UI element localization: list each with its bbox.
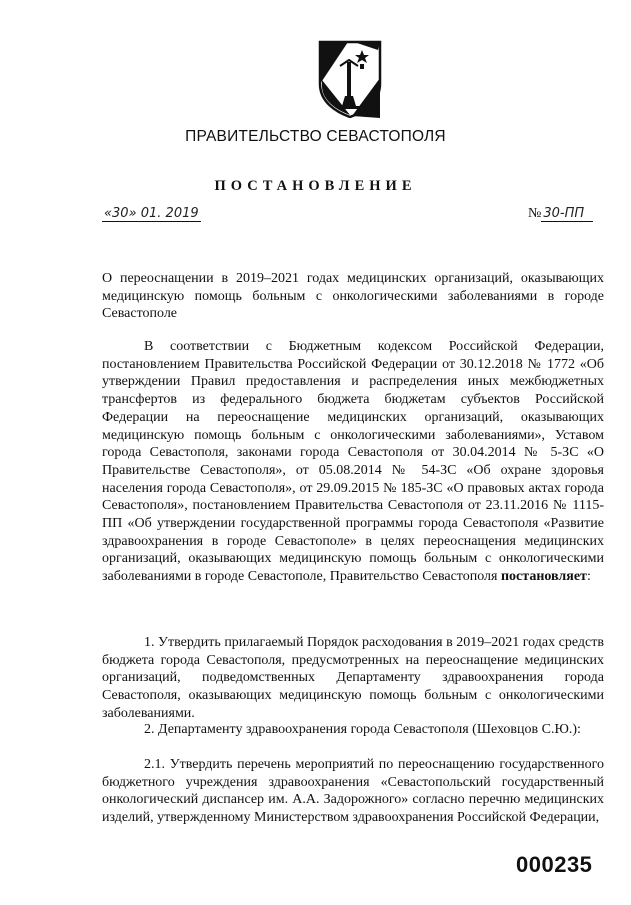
number-value: 30-ПП [541, 206, 593, 222]
preamble-text: В соответствии с Бюджетным кодексом Российской Федерации, постановлением Правительства Российской Федерации от 30.12.2018 № 1772 «Об утверждении Правил предоставления и распределения иных межбюджетных трансфертов из федерального бюджета бюджетам субъектов Российской Федерации на переоснащение медицинских организаций, оказывающих медицинскую помощь больным с онкологическими заболеваниями», Уставом города Севастополя, законами города Севастополя от 30.04.2014 № 5-ЗС «О Правительстве Севастополя», от 05.08.2014 № 54-ЗС «Об охране здоровья населения города Севастополя», от 29.09.2015 № 185-ЗС «О правовых актах города Севастополя», постановлением Правительства Севастополя от 23.11.2016 № 1115-ПП «Об утверждении государственной программы города Севастополя «Развитие здравоохранения в городе Севастополе» в целях переоснащения медицинских организаций, оказывающих медицинскую помощь больным с онкологическими заболеваниями в городе Севастополе, Правительство Севастополя [102, 339, 604, 585]
coat-of-arms-icon [318, 40, 382, 118]
number-prefix: № [528, 206, 542, 221]
document-subject: О переоснащении в 2019–2021 годах медицинских организаций, оказывающих медицинскую помощь больным с онкологическими заболеваниями в городе Севастополе [102, 271, 604, 322]
preamble-paragraph [102, 338, 604, 586]
paragraph-2: 2. Департаменту здравоохранения города Севастополя (Шеховцов С.Ю.): [144, 722, 581, 737]
document-date [102, 206, 201, 222]
preamble-verb-suffix: : [586, 569, 591, 585]
document-number [528, 206, 593, 222]
government-title: ПРАВИТЕЛЬСТВО СЕВАСТОПОЛЯ [185, 128, 446, 145]
document-type: ПОСТАНОВЛЕНИЕ [214, 178, 417, 194]
preamble-verb: постановляет [500, 569, 587, 585]
date-fill: «30» 01. 2019 [104, 206, 199, 221]
paragraph-2-1: 2.1. Утвердить перечень мероприятий по переоснащению государственного бюджетного учреждения здравоохранения «Севастопольский государственный онкологический диспансер им. А.А. Задорожного» согласно перечню медицинских изделий, утвержденному Министерством здравоохранения Российской Федерации, [102, 757, 604, 826]
paragraph-1: 1. Утвердить прилагаемый Порядок расходования в 2019–2021 годах средств бюджета города Севастополя, предусмотренных на переоснащение медицинских организаций, подведомственных Департаменту здравоохранения города Севастополя, оказывающих медицинскую помощь больным с онкологическими заболеваниями. [102, 635, 604, 721]
page-number: 000235 [516, 852, 593, 877]
